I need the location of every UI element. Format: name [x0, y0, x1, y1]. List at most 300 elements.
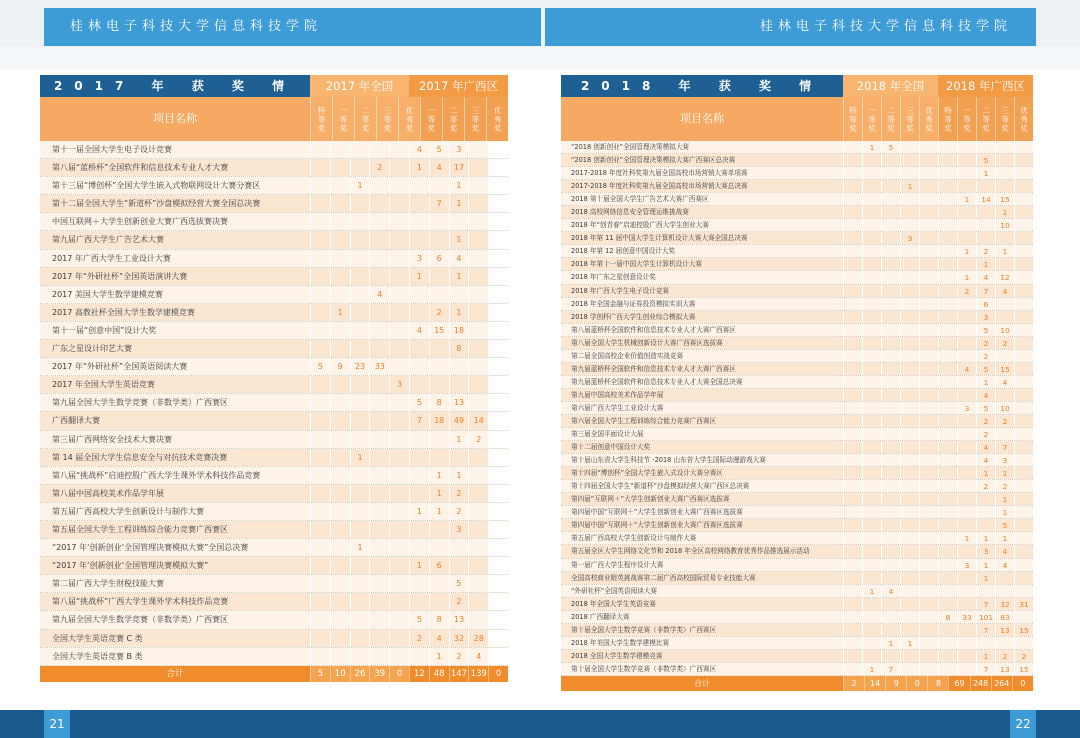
- table-body: [40, 141, 508, 666]
- table-row: [561, 376, 1033, 389]
- total-count: 14: [864, 676, 885, 691]
- award-count: [468, 485, 488, 502]
- category-header: 特 等 奖: [938, 97, 957, 141]
- award-count: [330, 213, 350, 230]
- award-count: [881, 441, 900, 453]
- award-count: [310, 213, 330, 230]
- award-count: 4: [429, 630, 449, 647]
- award-count: [1014, 285, 1033, 297]
- award-count: [919, 441, 938, 453]
- award-count: [900, 376, 919, 388]
- award-count: 28: [468, 630, 488, 647]
- award-name: 第八届蓝桥杯全国软件和信息技术专业人才大赛广西赛区: [561, 324, 843, 336]
- award-count: [389, 159, 409, 176]
- award-count: [330, 485, 350, 502]
- award-count: 2: [976, 428, 995, 440]
- award-count: 2: [976, 245, 995, 257]
- award-count: 10: [995, 219, 1014, 231]
- award-count: [389, 231, 409, 248]
- award-count: [900, 324, 919, 336]
- table-row: [40, 467, 508, 485]
- award-count: 3: [957, 559, 976, 571]
- award-count: 101: [976, 611, 995, 623]
- award-count: [938, 559, 957, 571]
- award-count: [881, 154, 900, 166]
- award-count: [862, 519, 881, 531]
- award-count: [350, 503, 370, 520]
- award-count: [330, 557, 350, 574]
- award-name: 2017 年“外研社杯”全国英语演讲大赛: [40, 268, 310, 285]
- award-count: 1: [429, 485, 449, 502]
- award-count: [468, 195, 488, 212]
- award-count: [843, 572, 862, 584]
- award-count: 1: [995, 506, 1014, 518]
- award-name: 第十三届“博创杯”全国大学生嵌入式物联网设计大赛分赛区: [40, 177, 310, 194]
- award-count: [389, 177, 409, 194]
- award-count: [957, 624, 976, 636]
- award-count: [843, 532, 862, 544]
- award-count: [938, 415, 957, 427]
- award-count: [900, 441, 919, 453]
- award-count: [843, 298, 862, 310]
- award-count: [957, 572, 976, 584]
- award-count: [330, 503, 350, 520]
- award-count: [900, 219, 919, 231]
- award-count: [862, 167, 881, 179]
- award-name: 广东之星设计印艺大赛: [40, 340, 310, 357]
- total-count: 10: [330, 666, 350, 682]
- category-header: 特 等 奖: [310, 97, 332, 141]
- award-count: 2: [449, 593, 469, 610]
- table-row: [40, 449, 508, 467]
- award-count: [900, 245, 919, 257]
- award-count: [350, 575, 370, 592]
- award-count: [900, 258, 919, 270]
- award-count: [468, 304, 488, 321]
- award-count: [843, 428, 862, 440]
- award-name: 2018 全国大学生数学建模竞赛: [561, 650, 843, 662]
- table-row: [40, 159, 508, 177]
- award-count: [389, 503, 409, 520]
- award-count: [310, 268, 330, 285]
- award-count: [995, 232, 1014, 244]
- award-count: 13: [449, 394, 469, 411]
- award-count: [409, 304, 429, 321]
- award-name: 第四届中国“互联网＋”大学生创新创业大赛广西赛区选拔赛: [561, 519, 843, 531]
- table-row: [40, 503, 508, 521]
- award-count: [957, 598, 976, 610]
- award-count: [957, 441, 976, 453]
- award-name: 2018 年第 11 届中国大学生计算机设计大赛大赛全国总决赛: [561, 232, 843, 244]
- award-count: [995, 572, 1014, 584]
- award-count: 1: [449, 304, 469, 321]
- award-count: [369, 611, 389, 628]
- award-count: [310, 575, 330, 592]
- award-count: [350, 159, 370, 176]
- table-row: [561, 206, 1033, 219]
- award-count: [881, 598, 900, 610]
- award-count: 3: [389, 376, 409, 393]
- award-count: [449, 539, 469, 556]
- award-count: 1: [976, 376, 995, 388]
- table-row: [40, 539, 508, 557]
- award-count: 18: [449, 322, 469, 339]
- award-count: [843, 454, 862, 466]
- award-count: [919, 337, 938, 349]
- award-count: 3: [976, 545, 995, 557]
- award-count: [310, 557, 330, 574]
- award-count: 14: [468, 412, 488, 429]
- award-count: [938, 519, 957, 531]
- award-count: [938, 141, 957, 153]
- award-count: [919, 350, 938, 362]
- award-count: [881, 180, 900, 192]
- table-row: [40, 376, 508, 394]
- award-count: [843, 167, 862, 179]
- award-count: [1014, 363, 1033, 375]
- award-count: [900, 519, 919, 531]
- award-count: [862, 180, 881, 192]
- award-count: [862, 337, 881, 349]
- award-count: [919, 545, 938, 557]
- award-count: [919, 650, 938, 662]
- award-count: [995, 428, 1014, 440]
- award-count: [862, 415, 881, 427]
- award-count: [449, 358, 469, 375]
- award-count: 2: [429, 304, 449, 321]
- award-count: [468, 539, 488, 556]
- award-count: 5: [995, 519, 1014, 531]
- table-row: [40, 593, 508, 611]
- award-count: [843, 258, 862, 270]
- award-name: 第十一届全国大学生电子设计竞赛: [40, 141, 310, 158]
- award-count: [330, 177, 350, 194]
- award-count: [468, 557, 488, 574]
- award-count: 2: [976, 350, 995, 362]
- award-count: [429, 340, 449, 357]
- award-count: [310, 159, 330, 176]
- table-row: [561, 428, 1033, 441]
- award-count: [369, 376, 389, 393]
- award-count: [350, 141, 370, 158]
- award-count: [350, 322, 370, 339]
- award-name: 第十四届“博创杯”全国大学生嵌入式设计大赛分赛区: [561, 467, 843, 479]
- award-count: 1: [900, 637, 919, 649]
- award-count: 8: [429, 611, 449, 628]
- award-name: 2017 年广西大学生工业设计大赛: [40, 250, 310, 267]
- award-count: [330, 431, 350, 448]
- award-count: [843, 493, 862, 505]
- award-count: [429, 449, 449, 466]
- award-count: [862, 285, 881, 297]
- award-count: [1014, 311, 1033, 323]
- award-count: 4: [409, 141, 429, 158]
- group-national-header: 2017 年全国: [310, 75, 409, 97]
- award-name: 2018 年“创青春”启迪控股广西大学生创业大赛: [561, 219, 843, 231]
- award-count: [919, 219, 938, 231]
- award-count: 5: [976, 363, 995, 375]
- award-count: [350, 195, 370, 212]
- award-count: [350, 304, 370, 321]
- award-count: [310, 611, 330, 628]
- table-row: [561, 350, 1033, 363]
- award-name: 第 14 届全国大学生信息安全与对抗技术竞赛决赛: [40, 449, 310, 466]
- award-name: 2018 学创杯广西大学生创业综合模拟大赛: [561, 311, 843, 323]
- award-count: [1014, 232, 1033, 244]
- award-count: [843, 506, 862, 518]
- group-guangxi-header: 2017 年广西区: [409, 75, 508, 97]
- award-name: 第三届全国平面设计大展: [561, 428, 843, 440]
- table-row: [40, 286, 508, 304]
- group-national-header: 2018 年全国: [843, 75, 938, 97]
- award-count: [369, 431, 389, 448]
- award-count: [369, 340, 389, 357]
- award-name: 2017 年全国大学生英语竞赛: [40, 376, 310, 393]
- award-count: [843, 480, 862, 492]
- award-count: 5: [409, 611, 429, 628]
- award-count: [409, 177, 429, 194]
- award-count: [938, 493, 957, 505]
- award-count: [449, 213, 469, 230]
- award-count: [330, 268, 350, 285]
- total-count: 248: [970, 676, 991, 691]
- award-count: [429, 593, 449, 610]
- award-count: [881, 376, 900, 388]
- award-name: 全国高校商业精英挑战赛第二届广西高校国际贸易专业技能大赛: [561, 572, 843, 584]
- table-row: [40, 358, 508, 376]
- award-count: 1: [976, 559, 995, 571]
- award-count: 2: [995, 480, 1014, 492]
- award-count: 1: [449, 195, 469, 212]
- award-count: [919, 637, 938, 649]
- award-count: [995, 258, 1014, 270]
- award-count: [881, 193, 900, 205]
- table-row: [561, 167, 1033, 180]
- award-count: [900, 598, 919, 610]
- award-count: [862, 402, 881, 414]
- award-count: [409, 467, 429, 484]
- award-count: [919, 232, 938, 244]
- award-count: [843, 402, 862, 414]
- award-count: [938, 271, 957, 283]
- award-count: 10: [995, 324, 1014, 336]
- award-count: [843, 441, 862, 453]
- award-count: [369, 575, 389, 592]
- award-count: [409, 449, 429, 466]
- award-count: 1: [976, 650, 995, 662]
- award-count: [1014, 585, 1033, 597]
- award-count: [350, 412, 370, 429]
- award-count: [938, 245, 957, 257]
- award-name: 2018 年第十一届中国大学生计算机设计大赛: [561, 258, 843, 270]
- award-count: [843, 271, 862, 283]
- award-name: 第二届全国高校企业价值创造实战竞赛: [561, 350, 843, 362]
- table-row: [561, 219, 1033, 232]
- award-count: [350, 250, 370, 267]
- award-count: 1: [330, 304, 350, 321]
- award-count: [919, 324, 938, 336]
- award-name: 第三届广西网络安全技术大赛决赛: [40, 431, 310, 448]
- award-count: [957, 154, 976, 166]
- award-count: [900, 467, 919, 479]
- total-count: 139: [468, 666, 488, 682]
- award-count: [919, 480, 938, 492]
- table-row: [561, 650, 1033, 663]
- award-count: 2: [957, 285, 976, 297]
- award-name: 第八届全国大学生机械创新设计大赛广西赛区选拔赛: [561, 337, 843, 349]
- award-count: [938, 506, 957, 518]
- total-count: 5: [310, 666, 330, 682]
- award-count: [900, 271, 919, 283]
- table-row: [561, 441, 1033, 454]
- award-count: 49: [449, 412, 469, 429]
- award-count: [862, 154, 881, 166]
- award-count: 1: [995, 206, 1014, 218]
- table-row: [561, 324, 1033, 337]
- award-count: 4: [468, 648, 488, 665]
- award-count: [449, 286, 469, 303]
- table-row: [561, 663, 1033, 676]
- award-count: [389, 286, 409, 303]
- award-name: 2018 年全国大学生英语竞赛: [561, 598, 843, 610]
- award-count: 1: [429, 648, 449, 665]
- award-count: [919, 193, 938, 205]
- award-count: [429, 268, 449, 285]
- table-body: [561, 141, 1033, 676]
- award-count: [881, 337, 900, 349]
- award-count: [409, 213, 429, 230]
- award-count: [919, 298, 938, 310]
- award-count: [310, 593, 330, 610]
- award-count: [310, 467, 330, 484]
- table-row: [561, 193, 1033, 206]
- category-header: 二 等 奖: [442, 97, 464, 141]
- award-count: [938, 363, 957, 375]
- table-row: [561, 245, 1033, 258]
- award-count: [369, 322, 389, 339]
- award-count: [389, 250, 409, 267]
- award-count: [1014, 271, 1033, 283]
- award-name: 第六届全国大学生工程训练综合能力竞赛广西赛区: [561, 415, 843, 427]
- category-header: 优 秀 奖: [919, 97, 938, 141]
- award-count: [919, 532, 938, 544]
- total-count: 264: [991, 676, 1012, 691]
- total-label: 合计: [561, 676, 843, 691]
- award-count: [900, 506, 919, 518]
- award-count: [938, 585, 957, 597]
- award-count: 1: [881, 637, 900, 649]
- award-count: [938, 376, 957, 388]
- award-count: [881, 324, 900, 336]
- award-count: [310, 286, 330, 303]
- award-count: [919, 624, 938, 636]
- award-count: [976, 585, 995, 597]
- name-column-header: 项目名称: [40, 97, 310, 141]
- award-count: [350, 231, 370, 248]
- award-count: [369, 412, 389, 429]
- award-count: 13: [995, 663, 1014, 675]
- award-count: [369, 231, 389, 248]
- award-count: [862, 350, 881, 362]
- table-row: [561, 585, 1033, 598]
- award-count: [389, 358, 409, 375]
- award-name: 第九届蓝桥杯全国软件和信息技术专业人才大赛广西赛区: [561, 363, 843, 375]
- page-number-left: 21: [44, 710, 70, 738]
- award-name: 第二届广西大学生财税技能大赛: [40, 575, 310, 592]
- award-count: [330, 449, 350, 466]
- table-row: [40, 141, 508, 159]
- award-count: 3: [900, 232, 919, 244]
- award-count: [389, 195, 409, 212]
- award-count: 2: [976, 415, 995, 427]
- award-count: [919, 611, 938, 623]
- award-count: [310, 231, 330, 248]
- award-count: [938, 219, 957, 231]
- award-count: [881, 206, 900, 218]
- award-count: [919, 428, 938, 440]
- award-count: 1: [976, 467, 995, 479]
- award-count: [468, 268, 488, 285]
- award-count: [862, 598, 881, 610]
- award-count: [1014, 376, 1033, 388]
- total-count: 48: [429, 666, 449, 682]
- award-count: [843, 363, 862, 375]
- award-count: [409, 485, 429, 502]
- award-count: [900, 141, 919, 153]
- award-count: [862, 245, 881, 257]
- award-name: 第十届山东省大学生科技节 -2018 山东省大学生国际动漫游戏大赛: [561, 454, 843, 466]
- award-count: [468, 286, 488, 303]
- award-count: [350, 521, 370, 538]
- award-count: [881, 467, 900, 479]
- award-count: [976, 637, 995, 649]
- award-count: 3: [449, 521, 469, 538]
- award-count: [919, 585, 938, 597]
- award-count: 15: [429, 322, 449, 339]
- total-count: 2: [843, 676, 864, 691]
- award-count: [862, 493, 881, 505]
- award-count: 1: [350, 449, 370, 466]
- award-count: [330, 159, 350, 176]
- award-name: 第十四届全国大学生“新道杯”沙盘模拟经营大赛广西区总决赛: [561, 480, 843, 492]
- award-count: [919, 167, 938, 179]
- award-count: [843, 245, 862, 257]
- award-count: 7: [409, 412, 429, 429]
- award-count: [957, 637, 976, 649]
- award-count: 1: [429, 503, 449, 520]
- award-count: [1014, 245, 1033, 257]
- award-count: [389, 213, 409, 230]
- award-count: [330, 611, 350, 628]
- award-count: [330, 195, 350, 212]
- page-number-right: 22: [1010, 710, 1036, 738]
- award-count: [862, 428, 881, 440]
- table-row: [561, 337, 1033, 350]
- award-count: 1: [409, 503, 429, 520]
- award-count: [330, 250, 350, 267]
- award-count: 4: [449, 250, 469, 267]
- table-row: [561, 545, 1033, 558]
- category-header: 特 等 奖: [843, 97, 862, 141]
- table-row: [40, 431, 508, 449]
- award-count: [310, 141, 330, 158]
- total-count: 147: [449, 666, 469, 682]
- award-count: [900, 285, 919, 297]
- award-name: 全国大学生英语竞赛 B 类: [40, 648, 310, 665]
- award-count: [330, 630, 350, 647]
- award-count: [957, 663, 976, 675]
- award-count: [369, 539, 389, 556]
